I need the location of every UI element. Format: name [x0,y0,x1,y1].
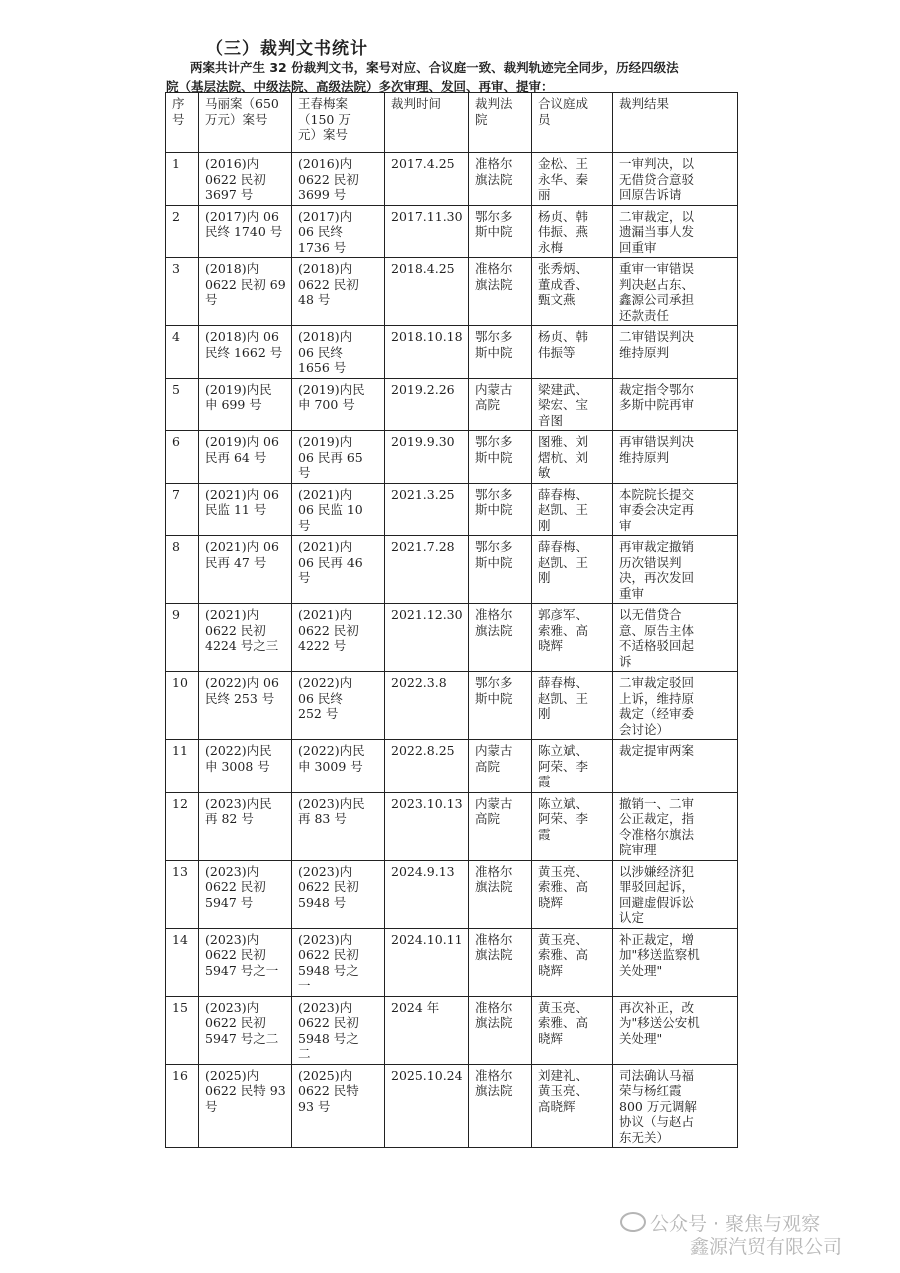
cell-mali-case-no: (2025)内 0622 民特 93 号 [199,1064,292,1148]
cell-wangchunmei-case-no: (2022)内 06 民终 252 号 [292,672,385,740]
cell-wangchunmei-case-no: (2023)内 0622 民初 5948 号 [292,860,385,928]
intro-line-1: 两案共计产生 32 份裁判文书，案号对应、合议庭一致、裁判轨迹完全同步，历经四级法 [190,60,679,75]
watermark [620,1212,842,1259]
cell-panel-members: 薛春梅、 赵凯、王 刚 [532,672,613,740]
cell-wangchunmei-case-no: (2016)内 0622 民初 3699 号 [292,153,385,206]
cell-mali-case-no: (2023)内 0622 民初 5947 号之二 [199,996,292,1064]
cell-wangchunmei-case-no: (2018)内 06 民终 1656 号 [292,326,385,379]
cell-index: 11 [166,740,199,793]
section-title: （三）裁判文书统计 [206,39,368,59]
rulings-table [165,92,738,1148]
cell-panel-members: 梁建武、 梁宏、宝 音图 [532,378,613,431]
table-row [166,1064,738,1148]
cell-mali-case-no: (2021)内 06 民监 11 号 [199,483,292,536]
cell-court: 准格尔 旗法院 [469,1064,532,1148]
table-row [166,604,738,672]
watermark-line-2: 鑫源汽贸有限公司 [690,1236,843,1258]
table-row [166,860,738,928]
table-row [166,326,738,379]
cell-index: 14 [166,928,199,996]
cell-ruling-result: 以无借贷合 意、原告主体 不适格驳回起 诉 [613,604,738,672]
cell-wangchunmei-case-no: (2023)内 0622 民初 5948 号之 二 [292,996,385,1064]
intro-paragraph [166,58,736,96]
cell-ruling-date: 2021.12.30 [385,604,469,672]
cell-court: 内蒙古 高院 [469,792,532,860]
cell-panel-members: 黄玉亮、 索雅、高 晓辉 [532,860,613,928]
cell-panel-members: 薛春梅、 赵凯、王 刚 [532,536,613,604]
header-panel-members: 合议庭成 员 [532,93,613,153]
header-index: 序 号 [166,93,199,153]
cell-mali-case-no: (2023)内 0622 民初 5947 号之一 [199,928,292,996]
cell-index: 2 [166,205,199,258]
header-wangchunmei-case-no: 王春梅案 （150 万 元）案号 [292,93,385,153]
cell-index: 4 [166,326,199,379]
cell-ruling-date: 2021.3.25 [385,483,469,536]
cell-ruling-result: 以涉嫌经济犯 罪驳回起诉， 回避虚假诉讼 认定 [613,860,738,928]
cell-ruling-date: 2018.10.18 [385,326,469,379]
header-ruling-date: 裁判时间 [385,93,469,153]
cell-index: 9 [166,604,199,672]
cell-ruling-result: 补正裁定，增 加"移送监察机 关处理" [613,928,738,996]
table-row [166,536,738,604]
cell-ruling-result: 裁定指令鄂尔 多斯中院再审 [613,378,738,431]
cell-wangchunmei-case-no: (2019)内民 申 700 号 [292,378,385,431]
cell-ruling-result: 二审错误判决 维持原判 [613,326,738,379]
cell-panel-members: 金松、王 永华、秦 丽 [532,153,613,206]
table-row [166,378,738,431]
header-court: 裁判法 院 [469,93,532,153]
cell-mali-case-no: (2017)内 06 民终 1740 号 [199,205,292,258]
intro-line-2: 院（基层法院、中级法院、高级法院）多次审理、发回、再审、提审： [166,79,554,94]
cell-ruling-date: 2018.4.25 [385,258,469,326]
cell-index: 7 [166,483,199,536]
cell-panel-members: 黄玉亮、 索雅、高 晓辉 [532,996,613,1064]
cell-court: 鄂尔多 斯中院 [469,326,532,379]
cell-wangchunmei-case-no: (2018)内 0622 民初 48 号 [292,258,385,326]
cell-panel-members: 杨贞、韩 伟振、燕 永梅 [532,205,613,258]
cell-mali-case-no: (2023)内民 再 82 号 [199,792,292,860]
cell-mali-case-no: (2016)内 0622 民初 3697 号 [199,153,292,206]
cell-ruling-date: 2019.2.26 [385,378,469,431]
cell-panel-members: 杨贞、韩 伟振等 [532,326,613,379]
cell-ruling-date: 2024 年 [385,996,469,1064]
cell-court: 鄂尔多 斯中院 [469,483,532,536]
table-row [166,153,738,206]
cell-wangchunmei-case-no: (2021)内 0622 民初 4222 号 [292,604,385,672]
cell-index: 10 [166,672,199,740]
watermark-line-1: 公众号 · 聚焦与观察 [650,1213,821,1235]
cell-index: 16 [166,1064,199,1148]
cell-ruling-result: 二审裁定驳回 上诉，维持原 裁定（经审委 会讨论） [613,672,738,740]
cell-court: 鄂尔多 斯中院 [469,672,532,740]
cell-ruling-date: 2025.10.24 [385,1064,469,1148]
header-mali-case-no: 马丽案（650 万元）案号 [199,93,292,153]
cell-wangchunmei-case-no: (2025)内 0622 民特 93 号 [292,1064,385,1148]
cell-court: 鄂尔多 斯中院 [469,205,532,258]
cell-panel-members: 薛春梅、 赵凯、王 刚 [532,483,613,536]
cell-index: 3 [166,258,199,326]
cell-panel-members: 陈立斌、 阿荣、李 霞 [532,740,613,793]
table-row [166,792,738,860]
cell-mali-case-no: (2021)内 0622 民初 4224 号之三 [199,604,292,672]
cell-ruling-date: 2024.10.11 [385,928,469,996]
cell-panel-members: 黄玉亮、 索雅、高 晓辉 [532,928,613,996]
cell-wangchunmei-case-no: (2017)内 06 民终 1736 号 [292,205,385,258]
table-header-row [166,93,738,153]
cell-court: 准格尔 旗法院 [469,258,532,326]
table-row [166,205,738,258]
header-ruling-result: 裁判结果 [613,93,738,153]
cell-wangchunmei-case-no: (2019)内 06 民再 65 号 [292,431,385,484]
cell-court: 鄂尔多 斯中院 [469,536,532,604]
cell-ruling-result: 再审裁定撤销 历次错误判 决，再次发回 重审 [613,536,738,604]
cell-panel-members: 刘建礼、 黄玉亮、 高晓辉 [532,1064,613,1148]
cell-mali-case-no: (2018)内 0622 民初 69 号 [199,258,292,326]
table-row [166,928,738,996]
table-row [166,672,738,740]
cell-index: 6 [166,431,199,484]
table-row [166,483,738,536]
cell-wangchunmei-case-no: (2021)内 06 民监 10 号 [292,483,385,536]
cell-index: 5 [166,378,199,431]
cell-ruling-date: 2024.9.13 [385,860,469,928]
cell-court: 准格尔 旗法院 [469,996,532,1064]
table-row [166,740,738,793]
cell-wangchunmei-case-no: (2023)内 0622 民初 5948 号之 一 [292,928,385,996]
cell-ruling-result: 本院院长提交 审委会决定再 审 [613,483,738,536]
cell-panel-members: 图雅、刘 熠杭、刘 敏 [532,431,613,484]
cell-ruling-result: 二审裁定，以 遗漏当事人发 回重审 [613,205,738,258]
cell-index: 15 [166,996,199,1064]
cell-wangchunmei-case-no: (2023)内民 再 83 号 [292,792,385,860]
cell-mali-case-no: (2019)内 06 民再 64 号 [199,431,292,484]
cell-wangchunmei-case-no: (2021)内 06 民再 46 号 [292,536,385,604]
cell-index: 12 [166,792,199,860]
cell-ruling-date: 2022.8.25 [385,740,469,793]
cell-court: 内蒙古 高院 [469,740,532,793]
cell-mali-case-no: (2023)内 0622 民初 5947 号 [199,860,292,928]
cell-wangchunmei-case-no: (2022)内民 申 3009 号 [292,740,385,793]
table-row [166,431,738,484]
cell-ruling-result: 司法确认马福 荣与杨红霞 800 万元调解 协议（与赵占 东无关） [613,1064,738,1148]
cell-ruling-result: 撤销一、二审 公正裁定，指 令准格尔旗法 院审理 [613,792,738,860]
cell-mali-case-no: (2022)内民 申 3008 号 [199,740,292,793]
cell-index: 8 [166,536,199,604]
wechat-icon [620,1212,646,1232]
cell-ruling-result: 再次补正，改 为"移送公安机 关处理" [613,996,738,1064]
cell-ruling-result: 裁定提审两案 [613,740,738,793]
cell-court: 准格尔 旗法院 [469,860,532,928]
cell-ruling-date: 2019.9.30 [385,431,469,484]
cell-index: 1 [166,153,199,206]
table-row [166,258,738,326]
cell-ruling-date: 2023.10.13 [385,792,469,860]
cell-ruling-date: 2021.7.28 [385,536,469,604]
cell-ruling-result: 再审错误判决 维持原判 [613,431,738,484]
cell-ruling-result: 重审一审错误 判决赵占东、 鑫源公司承担 还款责任 [613,258,738,326]
cell-ruling-result: 一审判决，以 无借贷合意驳 回原告诉请 [613,153,738,206]
cell-court: 准格尔 旗法院 [469,604,532,672]
table-body [166,153,738,1148]
cell-court: 内蒙古 高院 [469,378,532,431]
cell-mali-case-no: (2018)内 06 民终 1662 号 [199,326,292,379]
cell-mali-case-no: (2021)内 06 民再 47 号 [199,536,292,604]
cell-mali-case-no: (2022)内 06 民终 253 号 [199,672,292,740]
cell-mali-case-no: (2019)内民 申 699 号 [199,378,292,431]
cell-court: 鄂尔多 斯中院 [469,431,532,484]
cell-panel-members: 郭彦军、 索雅、高 晓辉 [532,604,613,672]
table-row [166,996,738,1064]
cell-index: 13 [166,860,199,928]
cell-ruling-date: 2017.4.25 [385,153,469,206]
cell-court: 准格尔 旗法院 [469,153,532,206]
cell-court: 准格尔 旗法院 [469,928,532,996]
cell-panel-members: 张秀炳、 董成香、 甄文燕 [532,258,613,326]
cell-ruling-date: 2022.3.8 [385,672,469,740]
cell-ruling-date: 2017.11.30 [385,205,469,258]
cell-panel-members: 陈立斌、 阿荣、李 霞 [532,792,613,860]
